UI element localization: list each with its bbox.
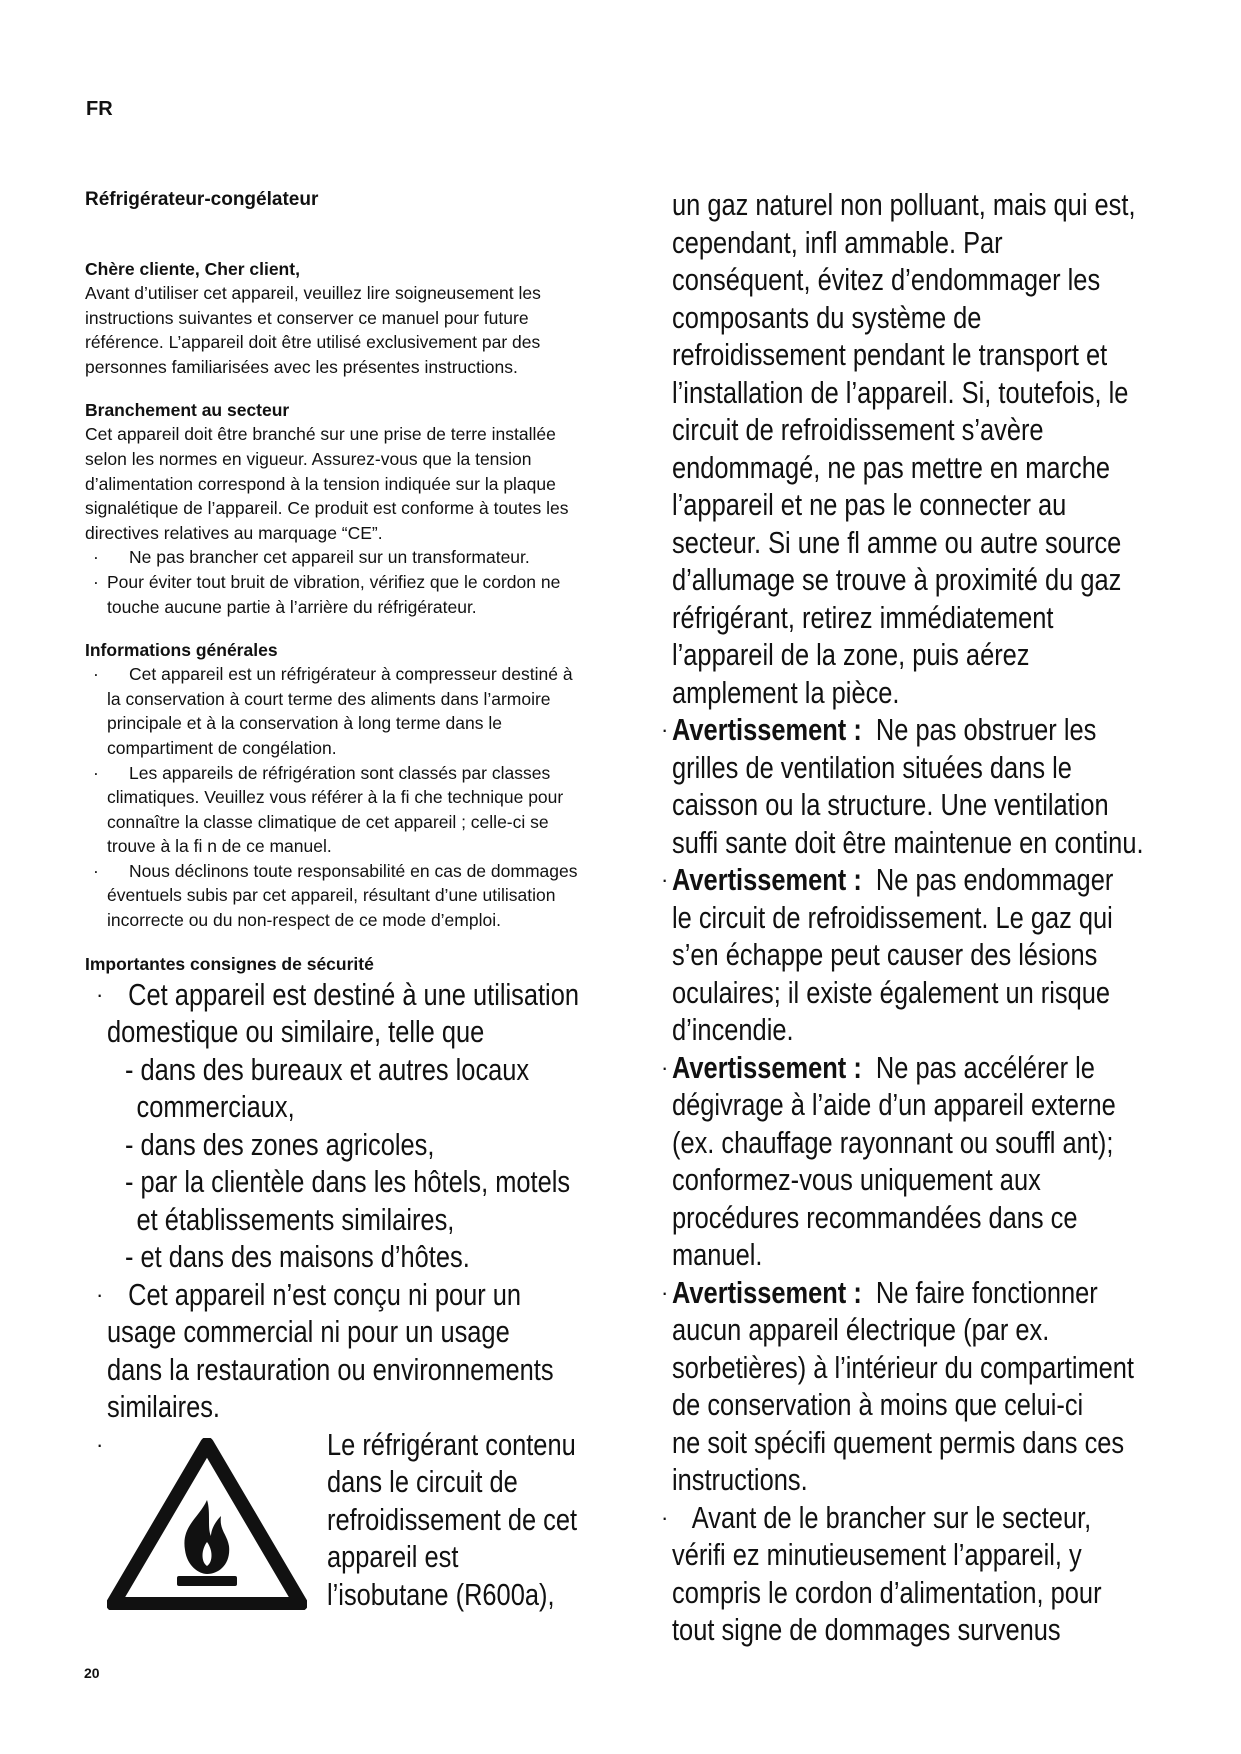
list-item xyxy=(85,1426,645,1614)
bullet-icon: · xyxy=(661,867,669,892)
warning-item xyxy=(650,711,1170,861)
list-item-text: vérifi ez minutieusement l’appareil, y xyxy=(672,1537,1082,1572)
list-item xyxy=(85,859,645,933)
general-bullet-list xyxy=(85,662,645,933)
paragraph-line: l’installation de l’appareil. Si, toutefois, le xyxy=(672,374,1129,410)
paragraph-line: l’appareil et ne pas le connecter au xyxy=(672,487,1067,522)
list-item-text: Ne pas brancher cet appareil sur un transformateur. xyxy=(129,547,530,568)
warning-text: aucun appareil électrique (par ex. xyxy=(672,1312,1050,1347)
bullet-icon: · xyxy=(661,1279,669,1305)
mains-line: Cet appareil doit être branché sur une prise de terre installée xyxy=(85,424,556,445)
bullet-icon: · xyxy=(661,1054,669,1080)
safety-section xyxy=(85,952,645,1614)
list-item-text: tout signe de dommages survenus xyxy=(672,1612,1061,1647)
greeting-heading: Chère cliente, Cher client, xyxy=(85,259,300,279)
warning-text: s’en échappe peut causer des lésions xyxy=(672,937,1098,972)
warning-label: Avertissement : xyxy=(672,1274,862,1310)
warning-text: grilles de ventilation situées dans le xyxy=(672,749,1072,785)
sub-item-text: - par la clientèle dans les hôtels, motels xyxy=(125,1164,571,1200)
list-item-text: climatiques. Veuillez vous référer à la fi che technique pour xyxy=(107,787,564,808)
greeting-section xyxy=(85,257,645,379)
mains-line: d’alimentation correspond à la tension indiquée sur la plaque xyxy=(85,473,556,494)
general-section xyxy=(85,638,645,933)
warning-item xyxy=(650,1274,1170,1499)
mains-bullet-list xyxy=(85,545,645,619)
bullet-icon: · xyxy=(93,664,99,685)
list-item-text: domestique ou similaire, telle que xyxy=(107,1014,485,1050)
bullet-icon: · xyxy=(661,1504,669,1530)
list-item-text: compartiment de congélation. xyxy=(107,737,337,758)
warning-item xyxy=(650,861,1170,1049)
greeting-line: personnes familiarisées avec les présentes instructions. xyxy=(85,356,518,377)
list-item-text: dans la restauration ou environnements xyxy=(107,1351,554,1387)
continuation-paragraph xyxy=(650,186,1170,711)
list-item-text: éventuels subis par cet appareil, résultant d’une utilisation xyxy=(107,885,556,906)
warning-text: d’incendie. xyxy=(672,1012,794,1047)
warning-text: (ex. chauffage rayonnant ou souffl ant); xyxy=(672,1124,1114,1160)
warning-text: caisson ou la structure. Une ventilation xyxy=(672,787,1109,822)
list-item-text: la conservation à court terme des aliments dans l’armoire xyxy=(107,688,551,709)
greeting-line: Avant d’utiliser cet appareil, veuillez lire soigneusement les xyxy=(85,283,541,303)
flammable-warning-icon xyxy=(107,1438,307,1610)
right-column xyxy=(650,186,1170,1649)
paragraph-line: conséquent, évitez d’endommager les xyxy=(672,262,1101,297)
paragraph-line: refroidissement pendant le transport et xyxy=(672,337,1108,372)
warning-label: Avertissement : xyxy=(672,1049,862,1085)
bullet-icon: · xyxy=(96,1281,104,1307)
bullet-icon: · xyxy=(96,1431,104,1457)
bullet-icon: · xyxy=(93,860,99,881)
list-item xyxy=(85,976,645,1276)
warning-text: Ne pas accélérer le xyxy=(861,1049,1095,1085)
warning-text: dégivrage à l’aide d’un appareil externe xyxy=(672,1087,1116,1122)
greeting-line: instructions suivantes et conserver ce manuel pour future xyxy=(85,307,529,328)
document-title: Réfrigérateur-congélateur xyxy=(85,189,319,210)
list-item xyxy=(650,1499,1170,1649)
warning-text: ne soit spécifi quement permis dans ces xyxy=(672,1424,1125,1460)
general-heading: Informations générales xyxy=(85,640,278,661)
warning-text: Ne pas obstruer les xyxy=(861,712,1097,747)
mains-heading: Branchement au secteur xyxy=(85,400,290,421)
mains-section xyxy=(85,398,645,619)
list-item-text: Cet appareil est un réfrigérateur à compresseur destiné à xyxy=(129,664,573,685)
paragraph-line: secteur. Si une fl amme ou autre source xyxy=(672,524,1122,560)
list-item-text: trouve à la fi n de ce manuel. xyxy=(107,836,332,857)
paragraph-line: réfrigérant, retirez immédiatement xyxy=(672,599,1054,635)
list-item-text: appareil est xyxy=(327,1539,459,1575)
list-item-text: Nous déclinons toute responsabilité en cas de dommages xyxy=(129,860,578,881)
warning-text: procédures recommandées dans ce xyxy=(672,1199,1078,1235)
list-item-text: touche aucune partie à l’arrière du réfrigérateur. xyxy=(107,596,477,617)
mains-line: directives relatives au marquage “CE”. xyxy=(85,522,383,543)
list-item-text: refroidissement de cet xyxy=(327,1501,578,1537)
sub-item-text: - dans des bureaux et autres locaux xyxy=(125,1051,530,1087)
warning-text: de conservation à moins que celui-ci xyxy=(672,1387,1084,1422)
warning-label: Avertissement : xyxy=(672,712,862,747)
list-item-text: connaître la classe climatique de cet appareil ; celle-ci se xyxy=(107,811,549,832)
list-item-text: usage commercial ni pour un usage xyxy=(107,1314,510,1350)
paragraph-line: l’appareil de la zone, puis aérez xyxy=(672,637,1030,672)
paragraph-line: circuit de refroidissement s’avère xyxy=(672,412,1044,447)
list-item-text: Cet appareil n’est conçu ni pour un xyxy=(107,1276,522,1312)
list-item xyxy=(85,570,645,619)
page-number: 20 xyxy=(84,1665,100,1681)
greeting-line: référence. L’appareil doit être utilisé exclusivement par des xyxy=(85,332,541,353)
list-item-text: l’isobutane (R600a), xyxy=(327,1576,555,1612)
list-item-text: Le réfrigérant contenu xyxy=(327,1426,576,1462)
list-item-text: Cet appareil est destiné à une utilisation xyxy=(107,976,579,1012)
warning-text: instructions. xyxy=(672,1462,808,1497)
sub-item-text: et établissements similaires, xyxy=(136,1201,455,1237)
list-item-text: Avant de le brancher sur le secteur, xyxy=(672,1499,1092,1535)
mains-line: selon les normes en vigueur. Assurez-vous que la tension xyxy=(85,448,532,469)
list-item xyxy=(85,545,645,570)
paragraph-line: cependant, infl ammable. Par xyxy=(672,224,1003,260)
paragraph-line: endommagé, ne pas mettre en marche xyxy=(672,449,1111,485)
safety-list xyxy=(85,976,645,1614)
list-item-text: similaires. xyxy=(107,1389,220,1425)
list-item-text: incorrecte ou du non-respect de ce mode d’emploi. xyxy=(107,910,501,931)
bullet-icon: · xyxy=(93,762,99,783)
warning-text: conformez-vous uniquement aux xyxy=(672,1162,1041,1197)
list-item xyxy=(85,662,645,760)
warning-text: Ne pas endommager xyxy=(861,862,1114,897)
warning-item xyxy=(650,1049,1170,1274)
warning-text: oculaires; il existe également un risque xyxy=(672,974,1111,1010)
list-item-text: Pour éviter tout bruit de vibration, vérifiez que le cordon ne xyxy=(107,571,561,592)
sub-item-text: - et dans des maisons d’hôtes. xyxy=(125,1239,470,1275)
bullet-icon: · xyxy=(96,981,104,1007)
list-item-text: principale et à la conservation à long terme dans le xyxy=(107,713,502,734)
warning-text: Ne faire fonctionner xyxy=(861,1274,1098,1310)
left-column xyxy=(85,189,645,1613)
sub-item-text: commerciaux, xyxy=(136,1089,295,1125)
warning-text: le circuit de refroidissement. Le gaz qui xyxy=(672,899,1113,935)
bullet-icon: · xyxy=(93,571,99,592)
sub-item-text: - dans des zones agricoles, xyxy=(125,1126,435,1162)
safety-heading: Importantes consignes de sécurité xyxy=(85,953,374,974)
paragraph-line: d’allumage se trouve à proximité du gaz xyxy=(672,562,1122,597)
warning-label: Avertissement : xyxy=(672,862,862,897)
bullet-icon: · xyxy=(93,547,99,568)
list-item-text: dans le circuit de xyxy=(327,1464,518,1500)
paragraph-line: un gaz naturel non polluant, mais qui est, xyxy=(672,187,1136,222)
paragraph-line: amplement la pièce. xyxy=(672,674,900,710)
paragraph-line: composants du système de xyxy=(672,299,982,335)
warning-text: manuel. xyxy=(672,1237,763,1272)
list-item-text: compris le cordon d’alimentation, pour xyxy=(672,1574,1102,1610)
list-item-text: Les appareils de réfrigération sont classés par classes xyxy=(129,762,551,783)
language-code: FR xyxy=(86,98,113,120)
list-item xyxy=(85,761,645,859)
warning-text: sorbetières) à l’intérieur du compartiment xyxy=(672,1349,1134,1385)
mains-line: signalétique de l’appareil. Ce produit est conforme à toutes les xyxy=(85,498,569,519)
list-item xyxy=(85,1276,645,1426)
bullet-icon: · xyxy=(661,717,669,742)
warning-text: suffi sante doit être maintenue en continu. xyxy=(672,824,1144,860)
